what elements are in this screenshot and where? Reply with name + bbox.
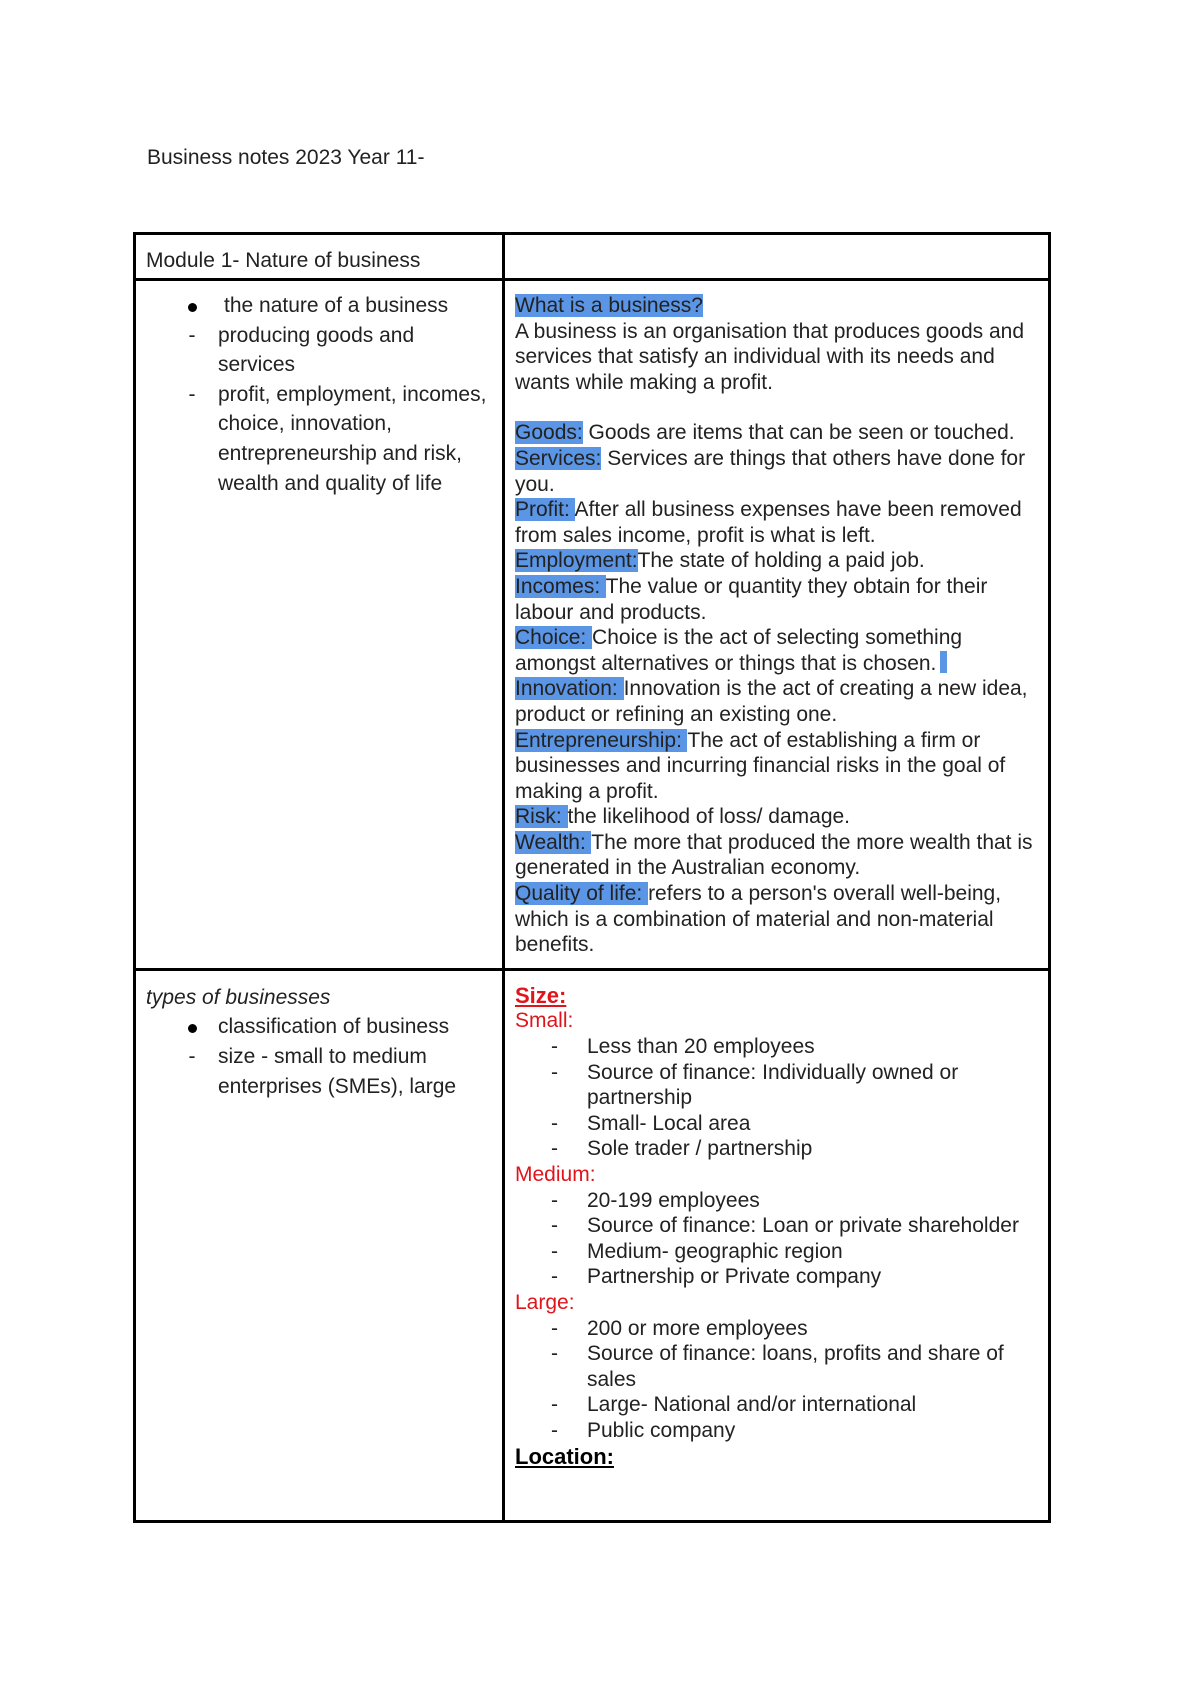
dash-icon: - [551,1060,558,1084]
list-item: - size - small to medium enterprises (SMEs), large [146,1042,494,1101]
large-list [515,1316,1040,1444]
dash-icon: - [551,1188,558,1212]
header-right-text [505,235,1048,248]
list-item: - Source of finance: Individually owned or partnership [551,1060,959,1110]
group-label-small: Small: [515,1009,574,1033]
group-label-medium: Medium: [515,1163,596,1186]
module-title: Module 1- Nature of business [146,249,421,272]
topic-list [146,291,494,498]
dash-icon: - [188,382,196,406]
dash-icon: - [551,1214,558,1238]
notes-table [133,232,1051,1523]
definition-innovation: Innovation: Innovation is the act of creating a new idea, product or refining an existing one. [515,677,1028,726]
list-item: - producing goods and services [146,321,494,380]
list-item: - 20-199 employees [551,1188,760,1212]
header-left-cell [135,234,504,280]
dash-icon: - [188,323,196,347]
document-title: Business notes 2023 Year 11- [147,146,425,169]
row2-right-cell [504,969,1050,1521]
definition-quality-of-life: Quality of life: refers to a person's overall well-being, which is a combination of material and non-material benefits. [515,882,1002,957]
definition-profit: Profit: After all business expenses have been removed from sales income, profit is what is left. [515,498,1022,547]
list-item: - Large- National and/or international [551,1393,917,1417]
definition-choice: Choice: Choice is the act of selecting something amongst alternatives or things that is chosen. [515,626,963,675]
list-item: - Source of finance: Loan or private shareholder [551,1214,1019,1238]
business-definition: A business is an organisation that produces goods and services that satisfy an individual with its needs and wants while making a profit. [515,319,1025,394]
list-item: classification of business [218,1015,450,1039]
list-item: - 200 or more employees [551,1316,808,1340]
types-heading: types of businesses [146,985,331,1009]
size-heading: Size: [515,982,567,1008]
definition-services: Services: Services are things that others have done for you. [515,446,1026,496]
small-list [515,1034,1040,1162]
list-item: - Less than 20 employees [551,1035,815,1059]
location-heading: Location: [515,1443,614,1469]
definition-entrepreneurship: Entrepreneurship: The act of establishing a firm or businesses and incurring financial risks in the goal of making a profit. [515,728,1006,803]
definition-risk: Risk: the likelihood of loss/ damage. [515,805,851,829]
list-item: - Small- Local area [551,1111,751,1135]
list-item: - Medium- geographic region [551,1239,843,1263]
dash-icon: - [551,1137,558,1161]
list-item: - Source of finance: loans, profits and share of sales [551,1342,1004,1391]
list-item: - profit, employment, incomes, choice, innovation, entrepreneurship and risk, wealth and quality of life [146,380,494,498]
dash-icon: - [551,1265,558,1289]
table-header-row [135,234,1050,280]
row1-left-cell [135,280,504,970]
dash-icon: - [551,1342,558,1366]
question-heading: What is a business? [515,294,703,317]
definition-employment: Employment:The state of holding a paid job. [515,549,925,573]
header-right-cell [504,234,1050,280]
row2-left-cell [135,969,504,1521]
row1-right-cell [504,280,1050,970]
table-row-nature [135,280,1050,970]
dash-icon: - [551,1111,558,1135]
list-item: the nature of a business [224,294,449,317]
definition-incomes: Incomes: The value or quantity they obtain for their labour and products. [515,574,988,624]
dash-icon: - [551,1393,558,1417]
medium-list [515,1188,1040,1290]
dash-icon: - [551,1418,558,1442]
group-label-large: Large: [515,1290,575,1314]
list-item: - Public company [551,1418,736,1442]
dash-icon: - [188,1045,196,1069]
dash-icon: - [551,1035,558,1059]
definition-wealth: Wealth: The more that produced the more wealth that is generated in the Australian economy. [515,830,1033,880]
types-list [146,1012,494,1101]
list-item: - Sole trader / partnership [551,1137,813,1161]
list-item: - Partnership or Private company [551,1265,882,1289]
dash-icon: - [551,1239,558,1263]
dash-icon: - [551,1316,558,1340]
table-row-types [135,969,1050,1521]
definition-goods: Goods: Goods are items that can be seen or touched. [515,421,1015,445]
highlight-mark [940,651,947,673]
